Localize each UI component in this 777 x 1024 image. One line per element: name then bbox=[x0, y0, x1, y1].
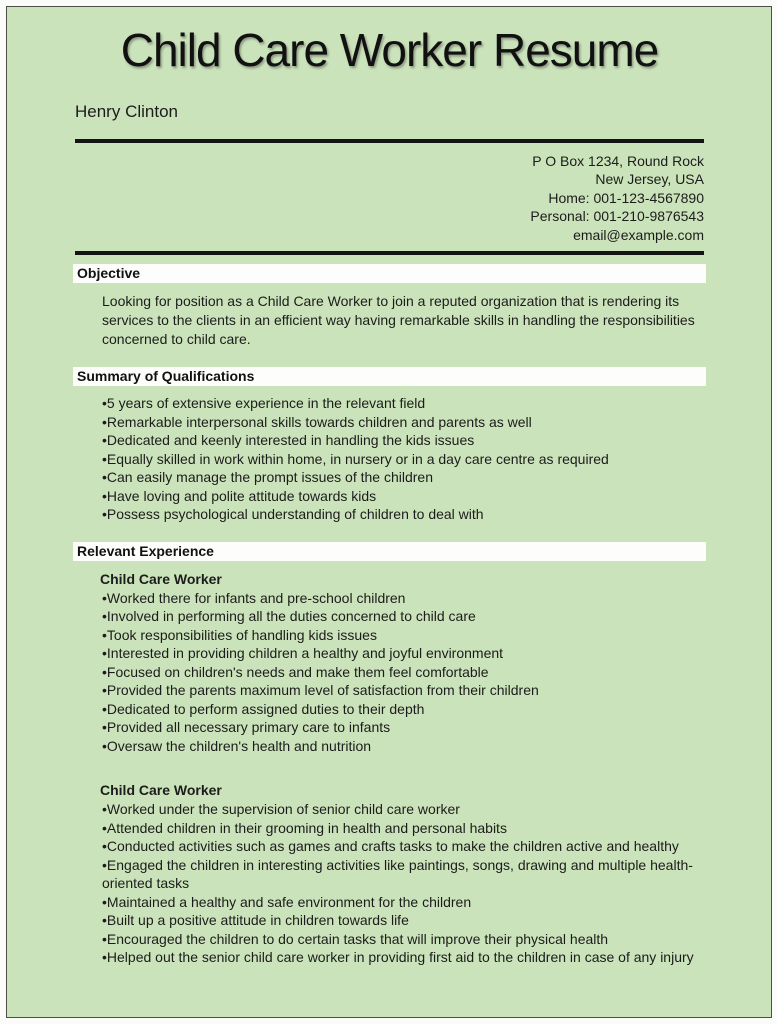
list-item: • Built up a positive attitude in children towards life bbox=[102, 911, 702, 930]
contact-line: Home: 001-123-4567890 bbox=[548, 189, 704, 206]
list-item: • 5 years of extensive experience in the relevant field bbox=[102, 394, 702, 413]
resume-page-inner bbox=[6, 6, 772, 1018]
job-title: Child Care Worker bbox=[100, 782, 222, 799]
list-item: • Have loving and polite attitude towards kids bbox=[102, 487, 702, 506]
list-item: • Encouraged the children to do certain tasks that will improve their physical health bbox=[102, 930, 702, 949]
page-title: Child Care Worker Resume bbox=[120, 24, 659, 76]
list-item: • Engaged the children in interesting activities like paintings, songs, drawing and multiple health-oriented tasks bbox=[102, 856, 702, 893]
contact-line: email@example.com bbox=[573, 226, 704, 243]
list-item: • Can easily manage the prompt issues of the children bbox=[102, 468, 702, 487]
list-item: • Equally skilled in work within home, in nursery or in a day care centre as required bbox=[102, 450, 702, 469]
contact-line: P O Box 1234, Round Rock bbox=[532, 152, 704, 169]
experience-job-2 bbox=[75, 781, 704, 967]
list-item: • Focused on children's needs and make them feel comfortable bbox=[102, 663, 702, 682]
list-item: • Worked there for infants and pre-school children bbox=[102, 589, 702, 608]
list-item: • Took responsibilities of handling kids issues bbox=[102, 626, 702, 645]
contact-block bbox=[75, 152, 704, 245]
objective-text: Looking for position as a Child Care Worker to join a reputed organization that is rendering its services to the clients in an efficient way having remarkable skills in handling the responsibilities concerned to child care. bbox=[102, 293, 695, 348]
job-bullets bbox=[102, 800, 702, 967]
job-bullets bbox=[102, 589, 702, 756]
section-heading-label: Summary of Qualifications bbox=[77, 368, 255, 385]
divider-top bbox=[75, 139, 704, 143]
section-heading-label: Relevant Experience bbox=[77, 542, 214, 559]
contact-line: New Jersey, USA bbox=[595, 171, 704, 188]
list-item: • Remarkable interpersonal skills towards children and parents as well bbox=[102, 413, 702, 432]
qualifications-list bbox=[102, 394, 702, 524]
list-item: • Interested in providing children a healthy and joyful environment bbox=[102, 644, 702, 663]
list-item: • Involved in performing all the duties concerned to child care bbox=[102, 607, 702, 626]
list-item: • Provided the parents maximum level of satisfaction from their children bbox=[102, 681, 702, 700]
job-title: Child Care Worker bbox=[100, 570, 222, 587]
candidate-name: Henry Clinton bbox=[75, 101, 178, 121]
list-item: • Oversaw the children's health and nutrition bbox=[102, 737, 702, 756]
contact-line: Personal: 001-210-9876543 bbox=[530, 208, 704, 225]
list-item: • Dedicated and keenly interested in handling the kids issues bbox=[102, 431, 702, 450]
list-item: • Helped out the senior child care worker in providing first aid to the children in case of any injury bbox=[102, 948, 702, 967]
list-item: • Worked under the supervision of senior child care worker bbox=[102, 800, 702, 819]
list-item: • Attended children in their grooming in health and personal habits bbox=[102, 819, 702, 838]
list-item: • Provided all necessary primary care to infants bbox=[102, 718, 702, 737]
list-item: • Dedicated to perform assigned duties to their depth bbox=[102, 700, 702, 719]
section-heading-label: Objective bbox=[77, 265, 141, 282]
list-item: • Possess psychological understanding of children to deal with bbox=[102, 505, 702, 524]
section-header-experience bbox=[73, 542, 706, 561]
list-item: • Maintained a healthy and safe environment for the children bbox=[102, 893, 702, 912]
divider-contact-bottom bbox=[75, 251, 704, 255]
section-header-objective bbox=[73, 264, 706, 283]
section-header-qualifications bbox=[73, 367, 706, 386]
experience-job-1 bbox=[75, 570, 704, 756]
list-item: • Conducted activities such as games and crafts tasks to make the children active and healthy bbox=[102, 837, 702, 856]
